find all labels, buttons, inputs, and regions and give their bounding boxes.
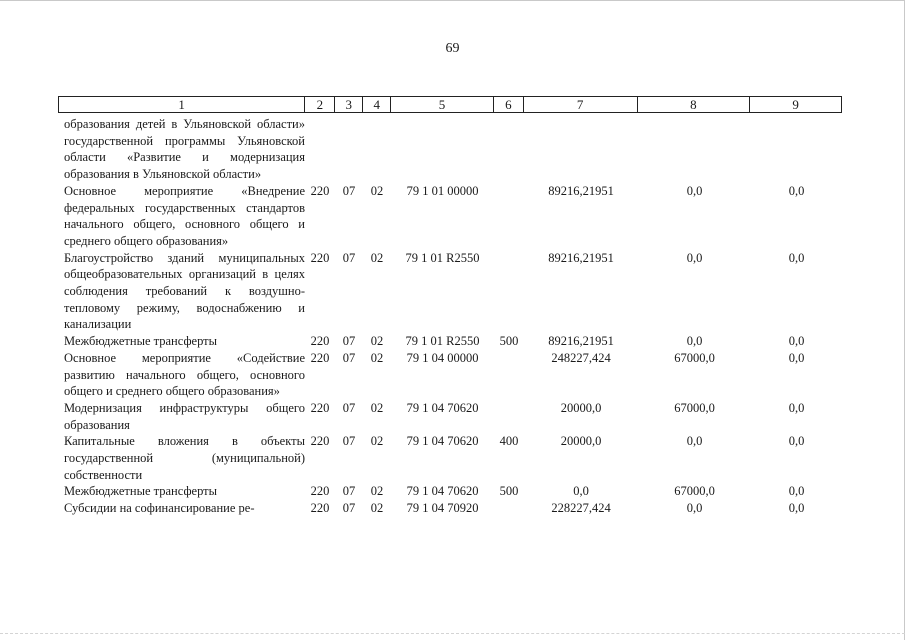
row-col-9: 0,0 [788, 400, 805, 415]
row-col-7: 20000,0 [560, 434, 602, 449]
header-col-3: 3 [335, 97, 363, 112]
row-col-4: 02 [370, 250, 384, 265]
row-col-7: 20000,0 [560, 400, 602, 415]
row-name: Субсидии на софинансирование ре- [64, 501, 255, 516]
row-col-8: 67000,0 [674, 484, 715, 499]
row-col-3: 07 [342, 434, 356, 449]
row-col-4: 02 [370, 334, 384, 349]
row-col-4: 02 [370, 183, 384, 198]
row-col-5: 79 1 01 R2550 [405, 250, 480, 265]
row-col-4: 02 [370, 400, 384, 415]
row-col-7: 89216,21951 [548, 183, 614, 198]
row-col-8 [638, 116, 751, 183]
row-col-9: 0,0 [788, 250, 805, 265]
row-col-6 [494, 500, 524, 517]
row-col-5: 79 1 04 70920 [406, 501, 479, 516]
row-name: Благоустройство зданий муниципальных общеобразовательных организаций в целях соблюдения требований к воздушно-тепловому режиму, водоснабжению и канализации [64, 250, 305, 332]
row-col-3 [335, 116, 363, 183]
row-col-4 [363, 116, 391, 183]
row-col-2: 220 [310, 183, 330, 198]
row-name: образования детей в Ульяновской области» государственной программы Ульяновской области «Развитие и модернизация образования в Ульяновской области» [64, 117, 305, 182]
row-col-6: 500 [499, 484, 519, 499]
row-col-9: 0,0 [788, 484, 805, 499]
table-header [58, 96, 842, 113]
row-col-8: 0,0 [686, 250, 703, 265]
row-col-9: 0,0 [788, 501, 805, 516]
row-col-6: 400 [499, 434, 519, 449]
row-col-6 [494, 250, 524, 334]
row-col-9: 0,0 [788, 183, 805, 198]
header-col-7: 7 [524, 97, 638, 112]
row-col-5: 79 1 01 00000 [406, 183, 479, 198]
row-col-8: 0,0 [686, 334, 703, 349]
header-col-4: 4 [363, 97, 391, 112]
row-col-4: 02 [370, 501, 384, 516]
row-col-6 [494, 183, 524, 250]
header-col-2: 2 [305, 97, 335, 112]
row-col-5: 79 1 04 70620 [406, 434, 479, 449]
table-row [58, 500, 842, 517]
row-col-9: 0,0 [788, 434, 805, 449]
row-col-2: 220 [310, 400, 330, 415]
row-name: Капитальные вложения в объекты государственной (муниципальной) собственности [64, 434, 305, 482]
row-name: Основное мероприятие «Содействие развитию начального общего, основного общего и среднего общего образования» [64, 350, 305, 399]
row-col-5: 79 1 04 70620 [406, 400, 479, 415]
table-row [58, 433, 842, 483]
row-col-3: 07 [342, 501, 356, 516]
row-col-8: 0,0 [686, 183, 703, 198]
row-col-4: 02 [370, 484, 384, 499]
row-col-2: 220 [310, 484, 330, 499]
row-col-8: 0,0 [686, 434, 703, 449]
table-row [58, 116, 842, 183]
table-row [58, 333, 842, 350]
row-col-6 [494, 350, 524, 400]
page-number: 69 [445, 41, 460, 56]
row-col-2: 220 [310, 434, 330, 449]
row-col-4: 02 [370, 350, 384, 365]
row-col-9 [751, 116, 842, 183]
page-edge-divider [0, 633, 905, 634]
row-name: Модернизация инфраструктуры общего образования [64, 400, 305, 432]
row-col-8: 67000,0 [674, 350, 715, 365]
header-col-1: 1 [59, 97, 305, 112]
row-col-7: 89216,21951 [548, 334, 614, 349]
row-col-5: 79 1 01 R2550 [405, 334, 480, 349]
row-col-7: 228227,424 [551, 501, 611, 516]
header-col-9: 9 [792, 97, 799, 112]
table-row [58, 400, 842, 433]
table-body [58, 116, 842, 517]
row-col-3: 07 [342, 400, 356, 415]
row-name: Основное мероприятие «Внедрение федеральных государственных стандартов начального общего, основного общего и среднего общего образования» [64, 183, 305, 248]
table-row [58, 483, 842, 500]
table-row [58, 250, 842, 334]
row-col-7: 248227,424 [551, 350, 611, 365]
row-col-7 [524, 116, 638, 183]
row-col-5: 79 1 04 70620 [406, 484, 479, 499]
row-col-5: 79 1 04 00000 [406, 350, 479, 365]
row-col-7: 89216,21951 [548, 250, 614, 265]
row-col-6 [494, 116, 524, 183]
row-col-2: 220 [310, 250, 330, 265]
row-col-3: 07 [342, 334, 356, 349]
row-col-2 [305, 116, 335, 183]
header-col-6: 6 [494, 97, 524, 112]
row-col-5 [391, 116, 494, 183]
row-col-9: 0,0 [788, 350, 805, 365]
row-col-6 [494, 400, 524, 433]
row-col-3: 07 [342, 484, 356, 499]
row-col-3: 07 [342, 183, 356, 198]
row-col-3: 07 [342, 250, 356, 265]
row-col-2: 220 [310, 501, 330, 516]
row-col-2: 220 [310, 334, 330, 349]
row-col-8: 67000,0 [674, 400, 715, 415]
row-name: Межбюджетные трансферты [64, 334, 218, 349]
row-col-8: 0,0 [686, 501, 703, 516]
table-row [58, 183, 842, 250]
row-col-4: 02 [370, 434, 384, 449]
header-col-8: 8 [638, 97, 751, 112]
header-col-5: 5 [391, 97, 494, 112]
row-name: Межбюджетные трансферты [64, 484, 218, 499]
row-col-9: 0,0 [788, 334, 805, 349]
row-col-2: 220 [310, 350, 330, 365]
row-col-7: 0,0 [573, 484, 589, 499]
row-col-3: 07 [342, 350, 356, 365]
row-col-6: 500 [499, 334, 519, 349]
table-row [58, 350, 842, 400]
